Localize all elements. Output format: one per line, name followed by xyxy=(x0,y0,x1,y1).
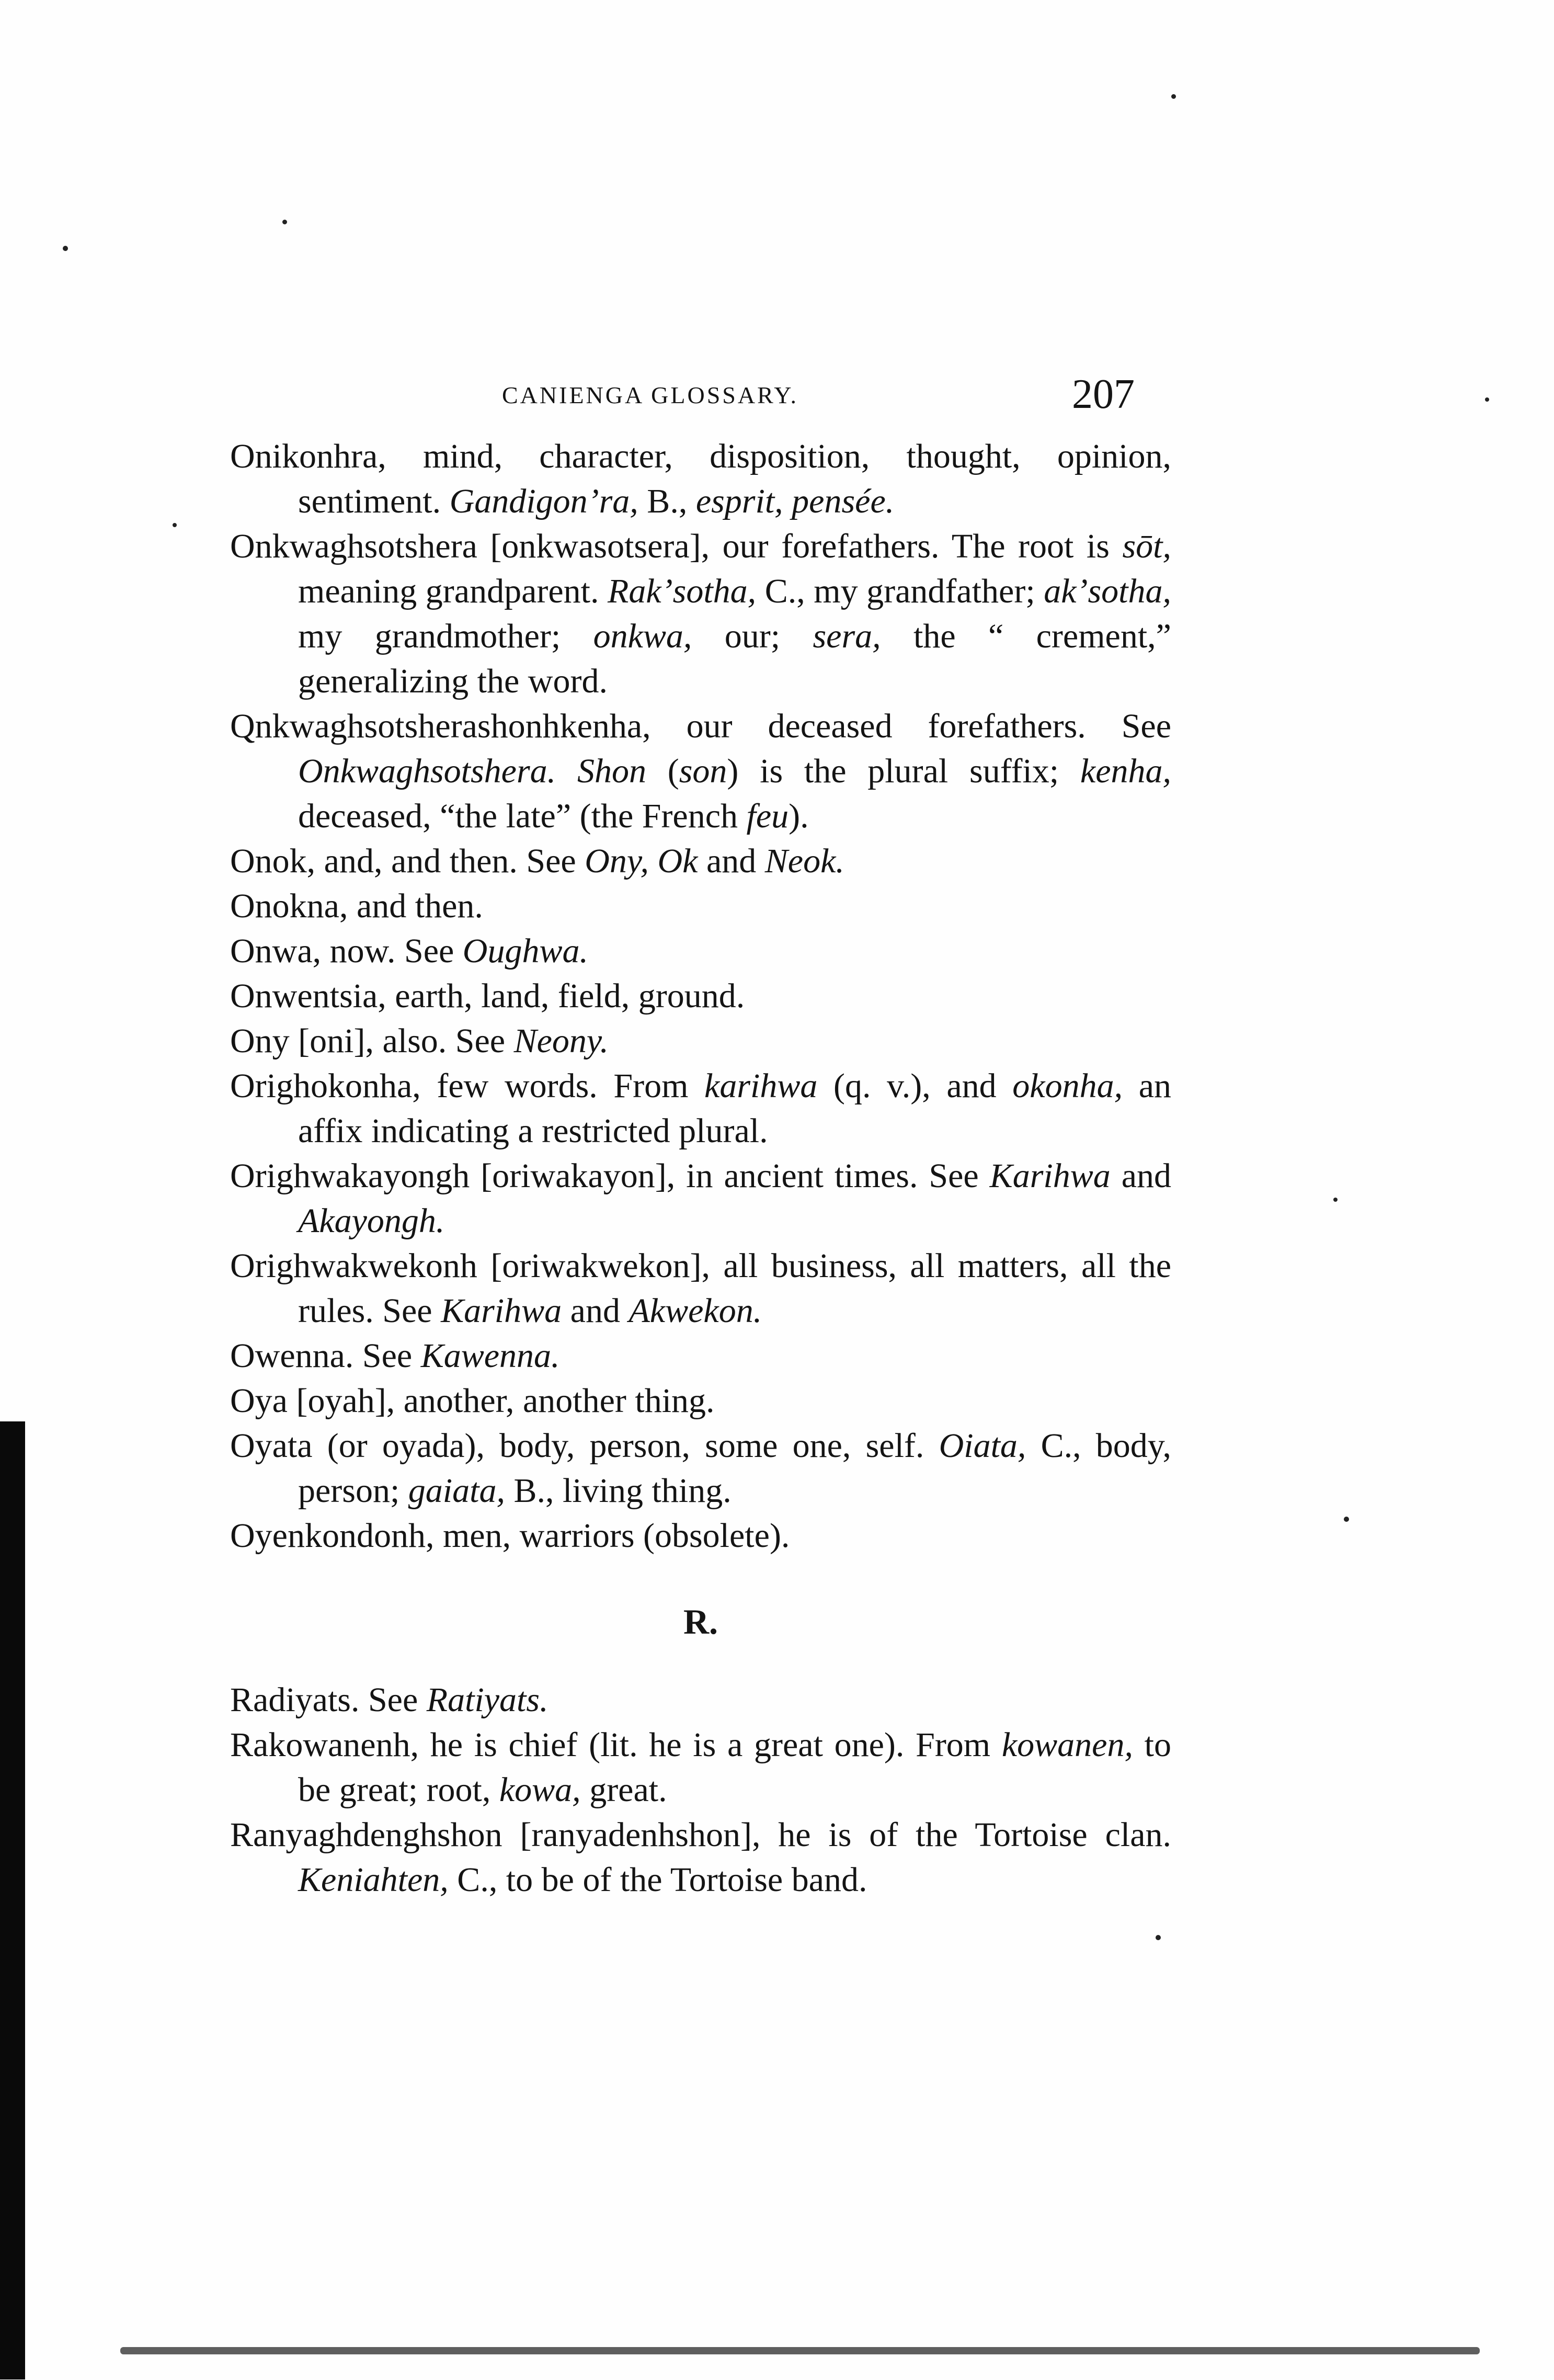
entry-text: few words. From xyxy=(420,1067,705,1105)
entry-text: [oyah], another, another thing. xyxy=(287,1382,715,1420)
entry-italic: kenha, xyxy=(1080,752,1171,790)
running-head xyxy=(502,361,1135,418)
entry-italic: okonha, xyxy=(1012,1067,1123,1105)
entry-headword: Ranyaghdenghshon xyxy=(230,1816,502,1854)
entry-text: ( xyxy=(646,752,679,790)
entry-italic: Karihwa xyxy=(441,1292,562,1330)
entry-headword: Orighwakwekonh xyxy=(230,1247,477,1285)
entry-text: earth, land, field, ground. xyxy=(386,977,745,1015)
entry-headword: Radiyats. xyxy=(230,1681,360,1719)
entry-text: ) is the plural suffix; xyxy=(727,752,1080,790)
entry-headword: Orighwakayongh xyxy=(230,1157,470,1195)
entry-italic: Oiata, xyxy=(939,1427,1026,1465)
entry-italic: Akayongh. xyxy=(298,1202,445,1240)
scan-speck xyxy=(1485,397,1489,402)
entry-italic: Oughwa. xyxy=(462,932,588,970)
entry-text: our; xyxy=(692,617,813,655)
entry-italic: Karihwa xyxy=(989,1157,1111,1195)
scan-speck xyxy=(1171,94,1176,99)
glossary-entry xyxy=(230,704,1171,839)
entry-italic: Gandigonʼra, xyxy=(449,482,638,520)
entry-text: [oriwakayon], in ancient times. See xyxy=(470,1157,990,1195)
entry-text: the “ crement,” generalizing the word. xyxy=(298,617,1171,700)
entry-headword: Oyenkondonh, xyxy=(230,1517,435,1555)
entry-text: my grandmother; xyxy=(298,617,593,655)
glossary-entry xyxy=(230,1019,1171,1064)
glossary-entry xyxy=(230,884,1171,929)
glossary-entry xyxy=(230,1424,1171,1513)
glossary-entry xyxy=(230,1678,1171,1723)
scan-speck xyxy=(282,220,287,224)
entry-text: deceased, “the late” (the French xyxy=(298,797,747,835)
entry-headword: Onok, xyxy=(230,842,316,880)
glossary-entry xyxy=(230,434,1171,524)
glossary-entry xyxy=(230,1513,1171,1558)
glossary-entry xyxy=(230,1813,1171,1903)
entry-text: and xyxy=(698,842,765,880)
entry-italic: Keniahten, xyxy=(298,1861,449,1899)
entry-italic: esprit, pensée. xyxy=(695,482,895,520)
glossary-entry xyxy=(230,1379,1171,1424)
entry-italic: Rakʼsotha, xyxy=(608,572,757,610)
entry-italic: sera, xyxy=(813,617,881,655)
glossary-entry xyxy=(230,1064,1171,1154)
glossary-body xyxy=(230,434,1171,1903)
entry-italic: karihwa xyxy=(704,1067,818,1105)
entry-headword: Rakowanenh, xyxy=(230,1726,419,1764)
entry-italic: Akwekon. xyxy=(629,1292,762,1330)
scan-edge-bar xyxy=(0,1421,25,2379)
entry-text: See xyxy=(359,1681,427,1719)
entry-italic: sōt, xyxy=(1122,527,1171,565)
entry-italic: Ratiyats. xyxy=(426,1681,549,1719)
entry-headword: Ony xyxy=(230,1022,290,1060)
entry-text: now. See xyxy=(321,932,463,970)
entry-italic: onkwa, xyxy=(593,617,692,655)
entry-headword: Onikonhra, xyxy=(230,437,386,475)
entry-headword: Onokna, xyxy=(230,887,348,925)
entry-text: to be great; root, xyxy=(298,1726,1171,1809)
entry-headword: Oya xyxy=(230,1382,288,1420)
glossary-entry xyxy=(230,839,1171,884)
glossary-entry xyxy=(230,1334,1171,1379)
scan-speck xyxy=(1333,1198,1338,1202)
entry-italic: son xyxy=(679,752,727,790)
entry-text: men, warriors (obsolete). xyxy=(434,1517,790,1555)
entry-text: he is chief (lit. he is a great one). From xyxy=(419,1726,1002,1764)
entry-headword: Qnkwaghsotsherashonhkenha, xyxy=(230,707,651,745)
entry-italic: Onkwaghsotshera. xyxy=(298,752,556,790)
entry-text: C., body, person; xyxy=(298,1427,1171,1510)
glossary-entry xyxy=(230,1154,1171,1244)
entry-italic: kowanen, xyxy=(1001,1726,1133,1764)
entry-italic: Neony. xyxy=(513,1022,609,1060)
entry-text: [onkwasotsera], our forefathers. The root is xyxy=(477,527,1123,565)
entry-italic: kowa, xyxy=(499,1771,581,1809)
entry-text: [oriwakwekon], all business, all matters, all the rules. See xyxy=(298,1247,1171,1330)
entry-text: [oni], also. See xyxy=(289,1022,514,1060)
entry-headword: Owenna. xyxy=(230,1337,354,1375)
glossary-entry xyxy=(230,524,1171,704)
entry-text: B., xyxy=(638,482,696,520)
scan-speck xyxy=(1344,1517,1349,1522)
page-number: 207 xyxy=(1072,371,1135,417)
entry-italic: Ony, xyxy=(585,842,649,880)
entry-italic: Shon xyxy=(577,752,646,790)
scan-speck xyxy=(173,523,177,527)
entry-text: mind, character, disposition, thought, opinion, sentiment. xyxy=(298,437,1171,520)
glossary-entry xyxy=(230,1244,1171,1334)
entry-italic: feu xyxy=(746,797,789,835)
entry-text: (or oyada), body, person, some one, self. xyxy=(312,1427,939,1465)
entry-italic: Ok xyxy=(657,842,698,880)
entry-text: our deceased forefathers. See xyxy=(650,707,1171,745)
glossary-entry xyxy=(230,929,1171,974)
entry-text: and xyxy=(562,1292,629,1330)
entry-text: C., my grandfather; xyxy=(756,572,1044,610)
entry-headword: Onkwaghsotshera xyxy=(230,527,477,565)
entry-headword: Onwentsia, xyxy=(230,977,386,1015)
entry-text xyxy=(556,752,577,790)
entry-text: [ranyadenhshon], he is of the Tortoise clan. xyxy=(502,1816,1171,1854)
section-letter: R. xyxy=(683,1602,718,1642)
entry-italic: gaiata, xyxy=(408,1472,505,1510)
entry-text: C., to be of the Tortoise band. xyxy=(448,1861,867,1899)
scan-speck xyxy=(1156,1935,1161,1940)
entry-text: (q. v.), and xyxy=(817,1067,1013,1105)
entry-text: great. xyxy=(580,1771,667,1809)
entry-text: and, and then. See xyxy=(315,842,585,880)
entry-italic: akʼsotha, xyxy=(1044,572,1172,610)
entry-headword: Oyata xyxy=(230,1427,313,1465)
entry-headword: Orighokonha, xyxy=(230,1067,421,1105)
entry-italic: Neok. xyxy=(764,842,844,880)
glossary-entry xyxy=(230,1723,1171,1813)
entry-text: meaning grandparent. xyxy=(298,572,608,610)
entry-text: and xyxy=(1110,1157,1171,1195)
glossary-entry xyxy=(230,974,1171,1019)
entry-text: B., living thing. xyxy=(505,1472,732,1510)
running-title: CANIENGA GLOSSARY. xyxy=(502,382,799,408)
entry-text: See xyxy=(353,1337,421,1375)
entry-text: an affix indicating a restricted plural. xyxy=(298,1067,1172,1150)
entry-text xyxy=(649,842,658,880)
entry-headword: Onwa, xyxy=(230,932,322,970)
entry-italic: Kawenna. xyxy=(420,1337,560,1375)
scan-bottom-edge xyxy=(120,2347,1480,2354)
entry-text: and then. xyxy=(348,887,483,925)
entry-text: ). xyxy=(789,797,809,835)
scan-speck xyxy=(63,246,68,251)
